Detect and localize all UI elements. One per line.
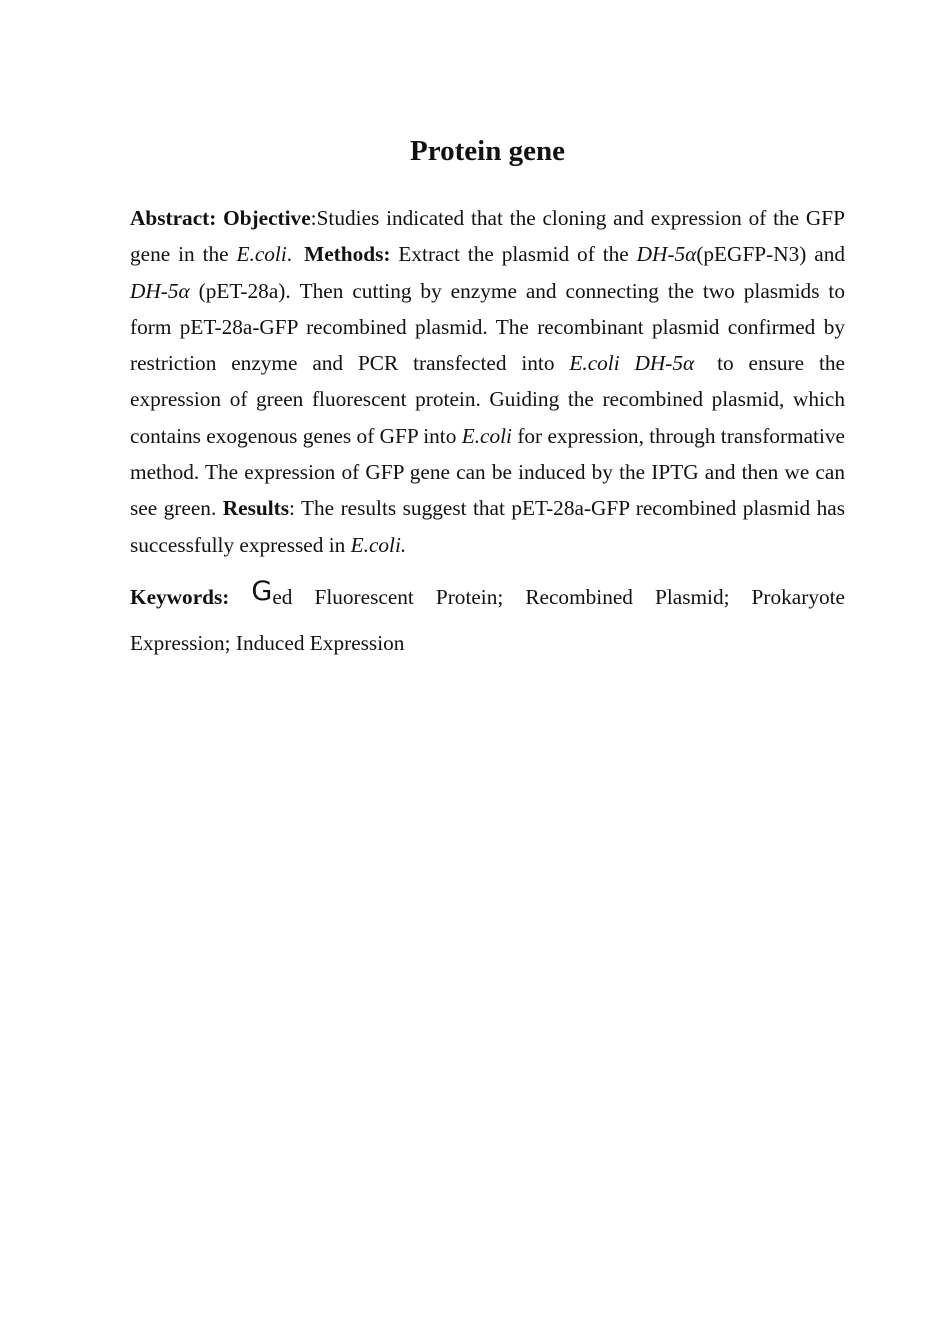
abstract-paragraph [130,200,845,563]
methods-text-2: (pEGFP-N3) and [696,242,845,267]
objective-label: Objective [223,206,311,230]
results-text: : The results suggest that pET-28a-GFP recombined plasmid has successfully expressed in [130,496,846,557]
ecoli-dh5a-term: E.coli DH-5α [569,351,695,376]
keywords-text: ed Fluorescent Protein; Recombined Plasmid; Prokaryote Expression; Induced Expression [130,585,845,655]
abstract-label: Abstract: [130,206,217,230]
results-label: Results [222,496,290,521]
dh5a-term-2: DH-5α [130,278,190,303]
paper-title: Protein gene [410,135,565,167]
objective-text: :Studies indicated that the cloning and expression of the GFP gene in the [130,206,845,267]
dh5a-term: DH-5α [636,242,697,267]
methods-text-1: Extract the plasmid of the [390,242,637,267]
keywords-g-glyph: G [251,576,273,607]
methods-text-5: for expression, through transformative method. The expression of GFP gene can be induced by the IPTG and then we can see green. [130,423,845,521]
methods-text-4: to ensure the expression of green fluorescent protein. Guiding the recombined plasmid, which contains exogenous genes of GFP into [130,351,845,448]
methods-label: Methods: [304,242,391,267]
ecoli-term-end: E.coli. [350,532,407,557]
methods-text-3: (pET-28a). Then cutting by enzyme and connecting the two plasmids to form pET-28a-GFP recombined plasmid. The recombinant plasmid confirmed by restriction enzyme and PCR transfected into [130,278,845,376]
period: . [286,242,293,267]
ecoli-term-2: E.coli [461,423,512,448]
keywords-label: Keywords: [130,585,230,609]
ecoli-term: E.coli [236,242,287,267]
keywords-paragraph [130,573,845,666]
